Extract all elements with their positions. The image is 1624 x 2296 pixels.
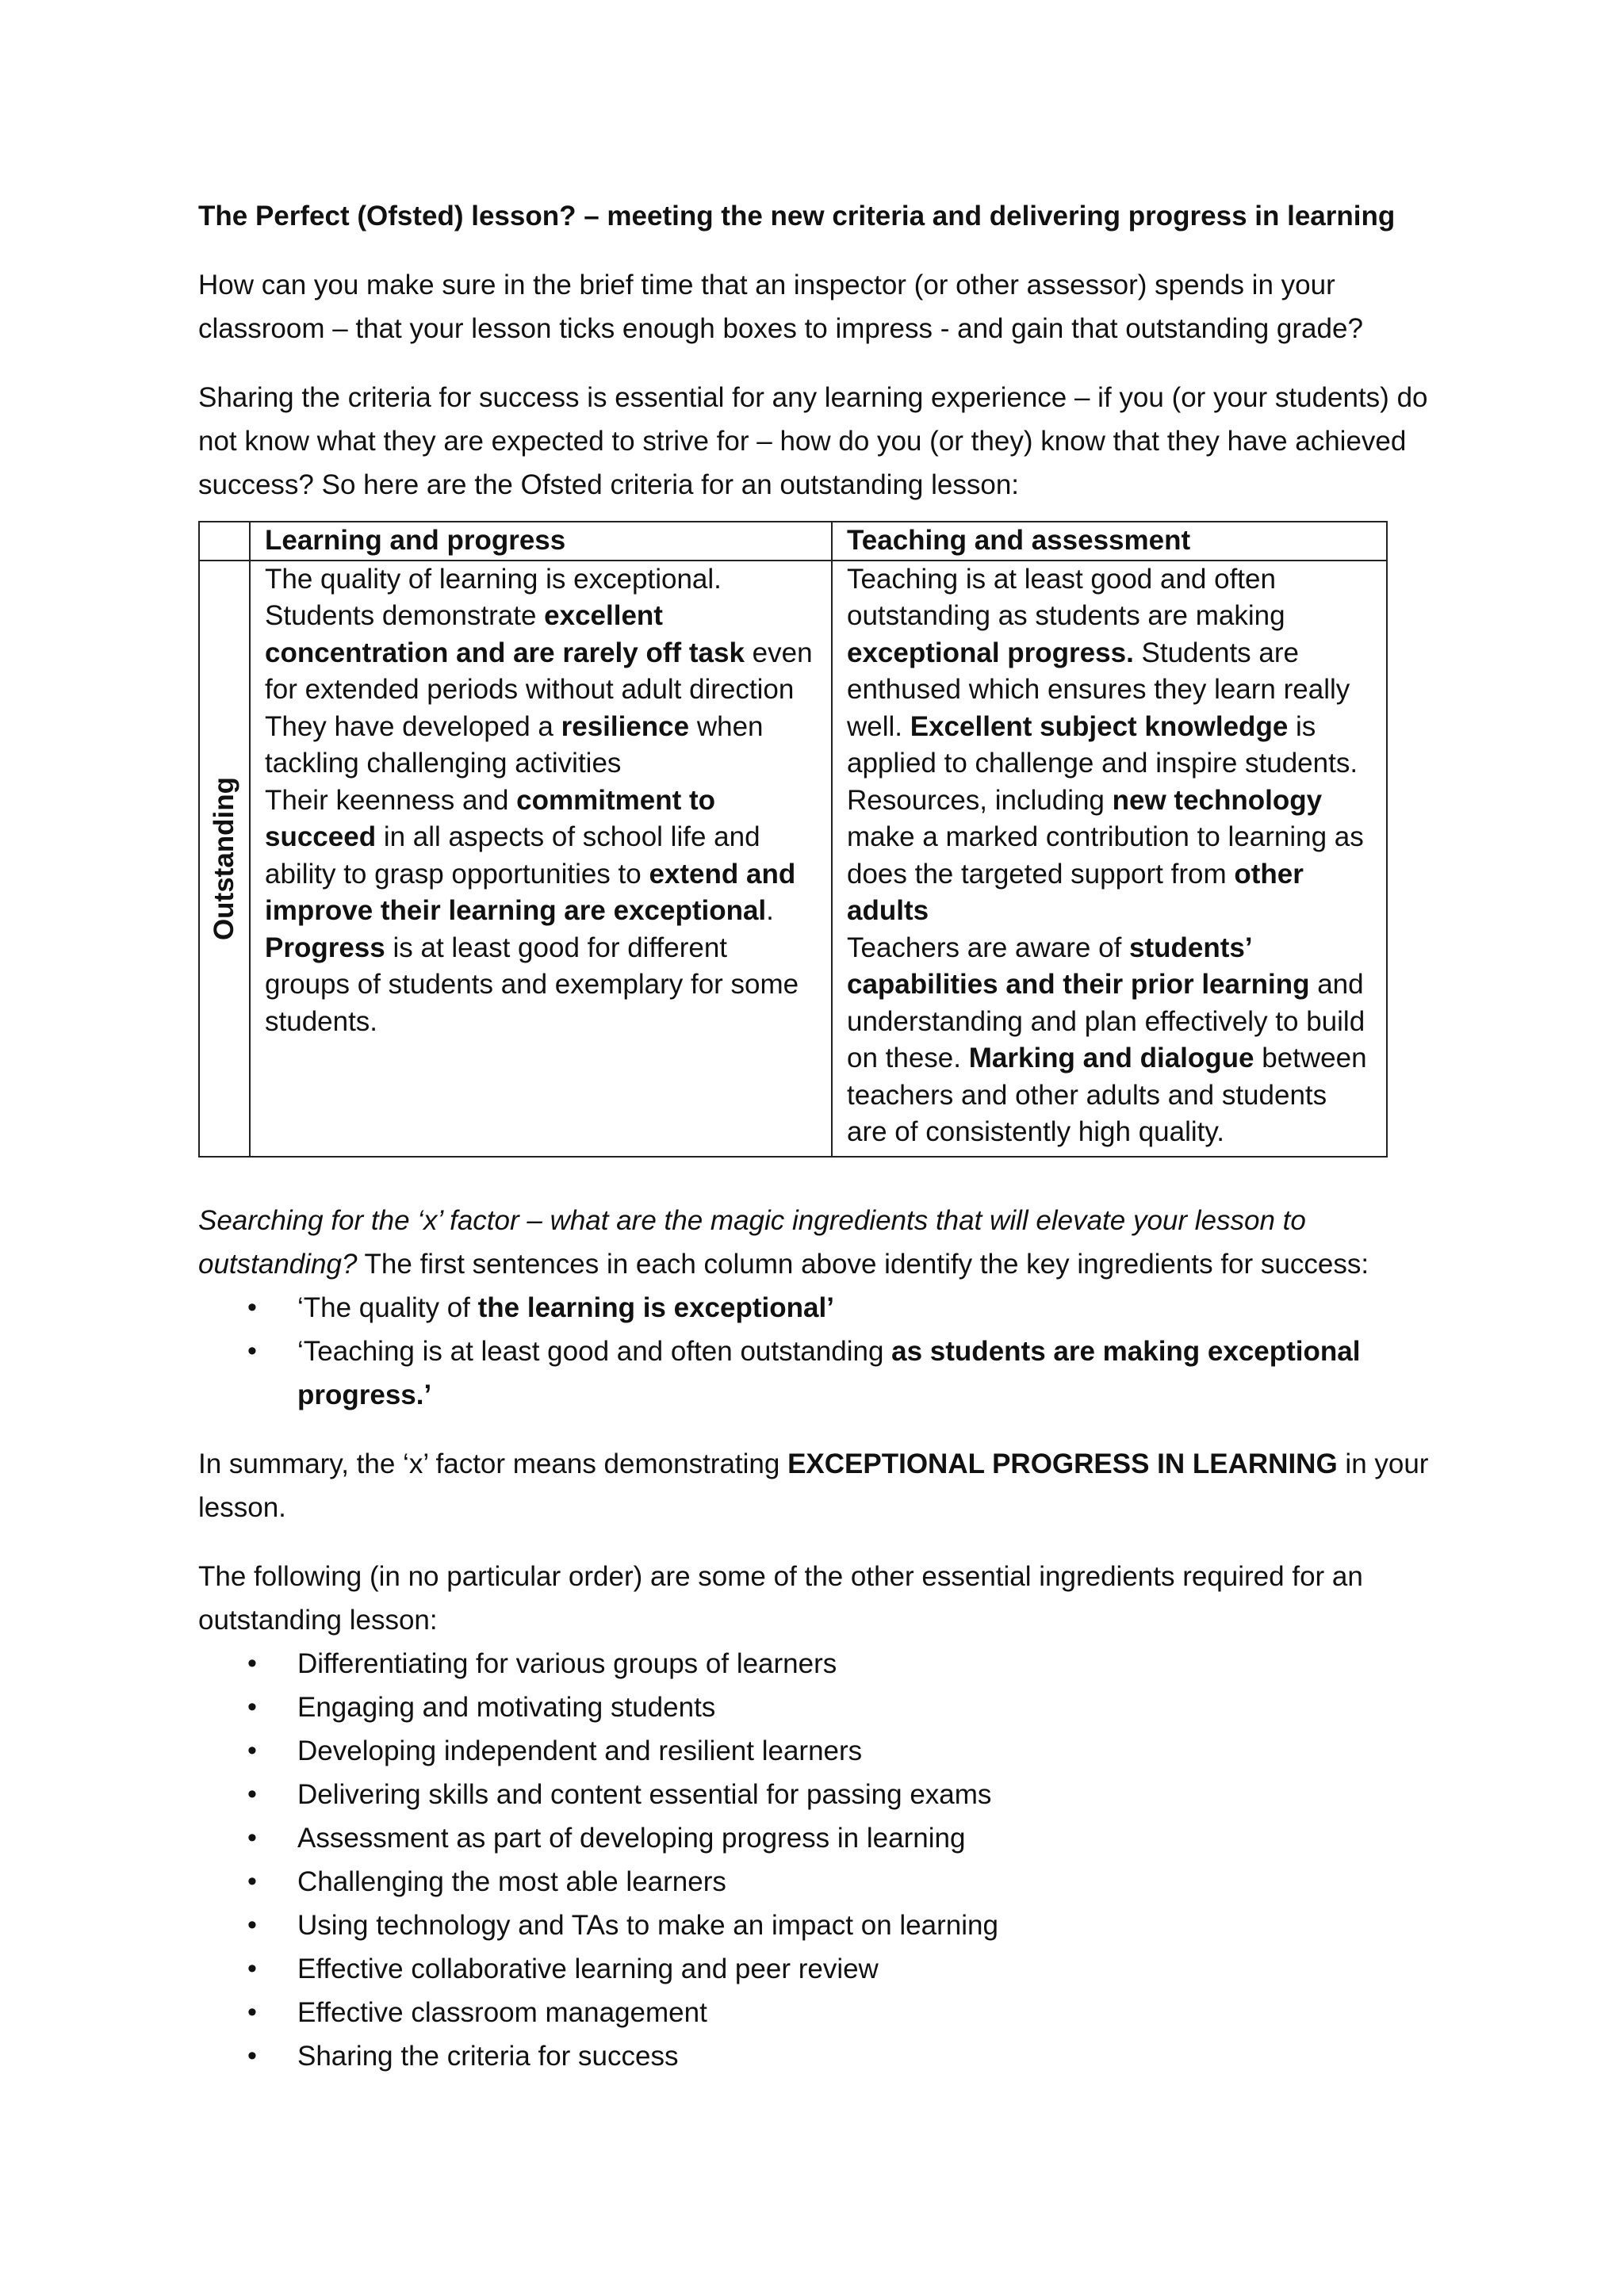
teaching-quality-text (847, 561, 1372, 783)
text-run: between teachers and other adults and students are of consistently high quality. (847, 1043, 1367, 1147)
text-run: and understanding and plan effectively to build on these. (847, 969, 1365, 1073)
teaching-assessment-cell (832, 561, 1387, 1157)
summary-paragraph (198, 1442, 1435, 1529)
table-header-row (199, 522, 1387, 561)
bold-run: as students are making exceptional progress.’ (297, 1335, 1361, 1410)
list-item: • Differentiating for various groups of learners (198, 1642, 1435, 1686)
text-run: is applied to challenge and inspire students. (847, 710, 1358, 779)
list-item: • Engaging and motivating students (198, 1686, 1435, 1729)
teaching-resources-text (847, 783, 1372, 930)
intro-paragraph: How can you make sure in the brief time that an inspector (or other assessor) spends in your classroom – that your lesson ticks enough boxes to impress - and gain that outstanding grade? (198, 270, 1363, 344)
learning-commitment-text (265, 783, 817, 930)
italic-run: Searching for the ‘x’ factor – what are the magic ingredients that will elevate your lesson to outstanding? (198, 1204, 1306, 1280)
text-run: In summary, the ‘x’ factor means demonstrating (198, 1448, 788, 1479)
text-run: ‘The quality of (297, 1292, 478, 1323)
sharing-paragraph: Sharing the criteria for success is essential for any learning experience – if you (or your students) do not know what they are expected to strive for – how do you (or they) know that they have achieved success? So here are the Ofsted criteria for an outstanding lesson: (198, 382, 1428, 500)
list-item (198, 1286, 1435, 1330)
text-run: Students are enthused which ensures they learn really well. (847, 637, 1350, 742)
document-title: The Perfect (Ofsted) lesson? – meeting the new criteria and delivering progress in learning (198, 201, 1396, 232)
list-item: • Delivering skills and content essential for passing exams (198, 1773, 1435, 1816)
bold-run: Progress (265, 932, 385, 963)
text-run: make a marked contribution to learning as does the targeted support from (847, 821, 1364, 890)
text-run: ‘Teaching is at least good and often outstanding (297, 1335, 892, 1367)
text-run: Teaching is at least good and often outstanding as students are making (847, 563, 1285, 631)
text-run: when tackling challenging activities (265, 710, 764, 779)
text-run: They have developed a (265, 710, 561, 742)
learning-quality-text: The quality of learning is exceptional. (265, 563, 722, 595)
list-item: • Developing independent and resilient learners (198, 1729, 1435, 1773)
text-run: in all aspects of school life and ability to grasp opportunities to (265, 821, 760, 890)
table-row-outstanding (199, 561, 1387, 1157)
ingredients-intro: The following (in no particular order) are some of the other essential ingredients required for an outstanding lesson: (198, 1560, 1363, 1636)
bold-run: other adults (847, 858, 1304, 926)
table-corner-cell (199, 522, 250, 561)
text-run: in your lesson. (198, 1448, 1429, 1523)
list-item (198, 1330, 1435, 1417)
list-item: • Using technology and TAs to make an impact on learning (198, 1904, 1435, 1947)
teaching-awareness-text (847, 930, 1372, 1151)
learning-resilience-text (265, 709, 817, 783)
bold-run: students’ capabilities and their prior learning (847, 932, 1310, 1000)
list-item: • Sharing the criteria for success (198, 2034, 1435, 2078)
bold-run: extend and improve their learning are exceptional (265, 858, 796, 926)
list-item: • Challenging the most able learners (198, 1860, 1435, 1904)
bold-run: the learning is exceptional’ (477, 1292, 834, 1323)
bold-run: excellent concentration and are rarely off task (265, 600, 745, 668)
learning-progress-text (265, 930, 817, 1041)
col-header-learning: Learning and progress (250, 522, 832, 561)
text-run: . (766, 895, 774, 926)
bold-run: EXCEPTIONAL PROGRESS IN LEARNING (787, 1448, 1338, 1479)
row-label-cell (199, 561, 250, 1157)
xfactor-list (198, 1286, 1435, 1417)
criteria-table (198, 521, 1388, 1158)
list-item: • Effective classroom management (198, 1991, 1435, 2034)
text-run: even for extended periods without adult direction (265, 637, 813, 705)
text-run: Their keenness and (265, 784, 517, 816)
bold-run: exceptional progress. (847, 637, 1134, 668)
row-label: Outstanding (208, 776, 239, 940)
bold-run: Marking and dialogue (968, 1043, 1254, 1073)
list-item: • Effective collaborative learning and peer review (198, 1947, 1435, 1991)
text-run: Students demonstrate (265, 600, 545, 631)
ingredients-list (198, 1642, 1435, 2078)
text-run: Resources, including (847, 784, 1113, 816)
text-run: The first sentences in each column above identify the key ingredients for success: (357, 1248, 1369, 1280)
list-item: • Assessment as part of developing progress in learning (198, 1816, 1435, 1860)
bold-run: Excellent subject knowledge (910, 710, 1289, 742)
learning-progress-cell (250, 561, 832, 1157)
xfactor-paragraph (198, 1199, 1435, 1286)
text-run: Teachers are aware of (847, 932, 1130, 963)
learning-concentration-text (265, 598, 817, 709)
col-header-teaching: Teaching and assessment (832, 522, 1387, 561)
bold-run: new technology (1112, 784, 1323, 816)
bold-run: resilience (561, 710, 690, 742)
document-body (198, 194, 1435, 2103)
bold-run: commitment to succeed (265, 784, 715, 852)
text-run: is at least good for different groups of students and exemplary for some students. (265, 932, 799, 1037)
